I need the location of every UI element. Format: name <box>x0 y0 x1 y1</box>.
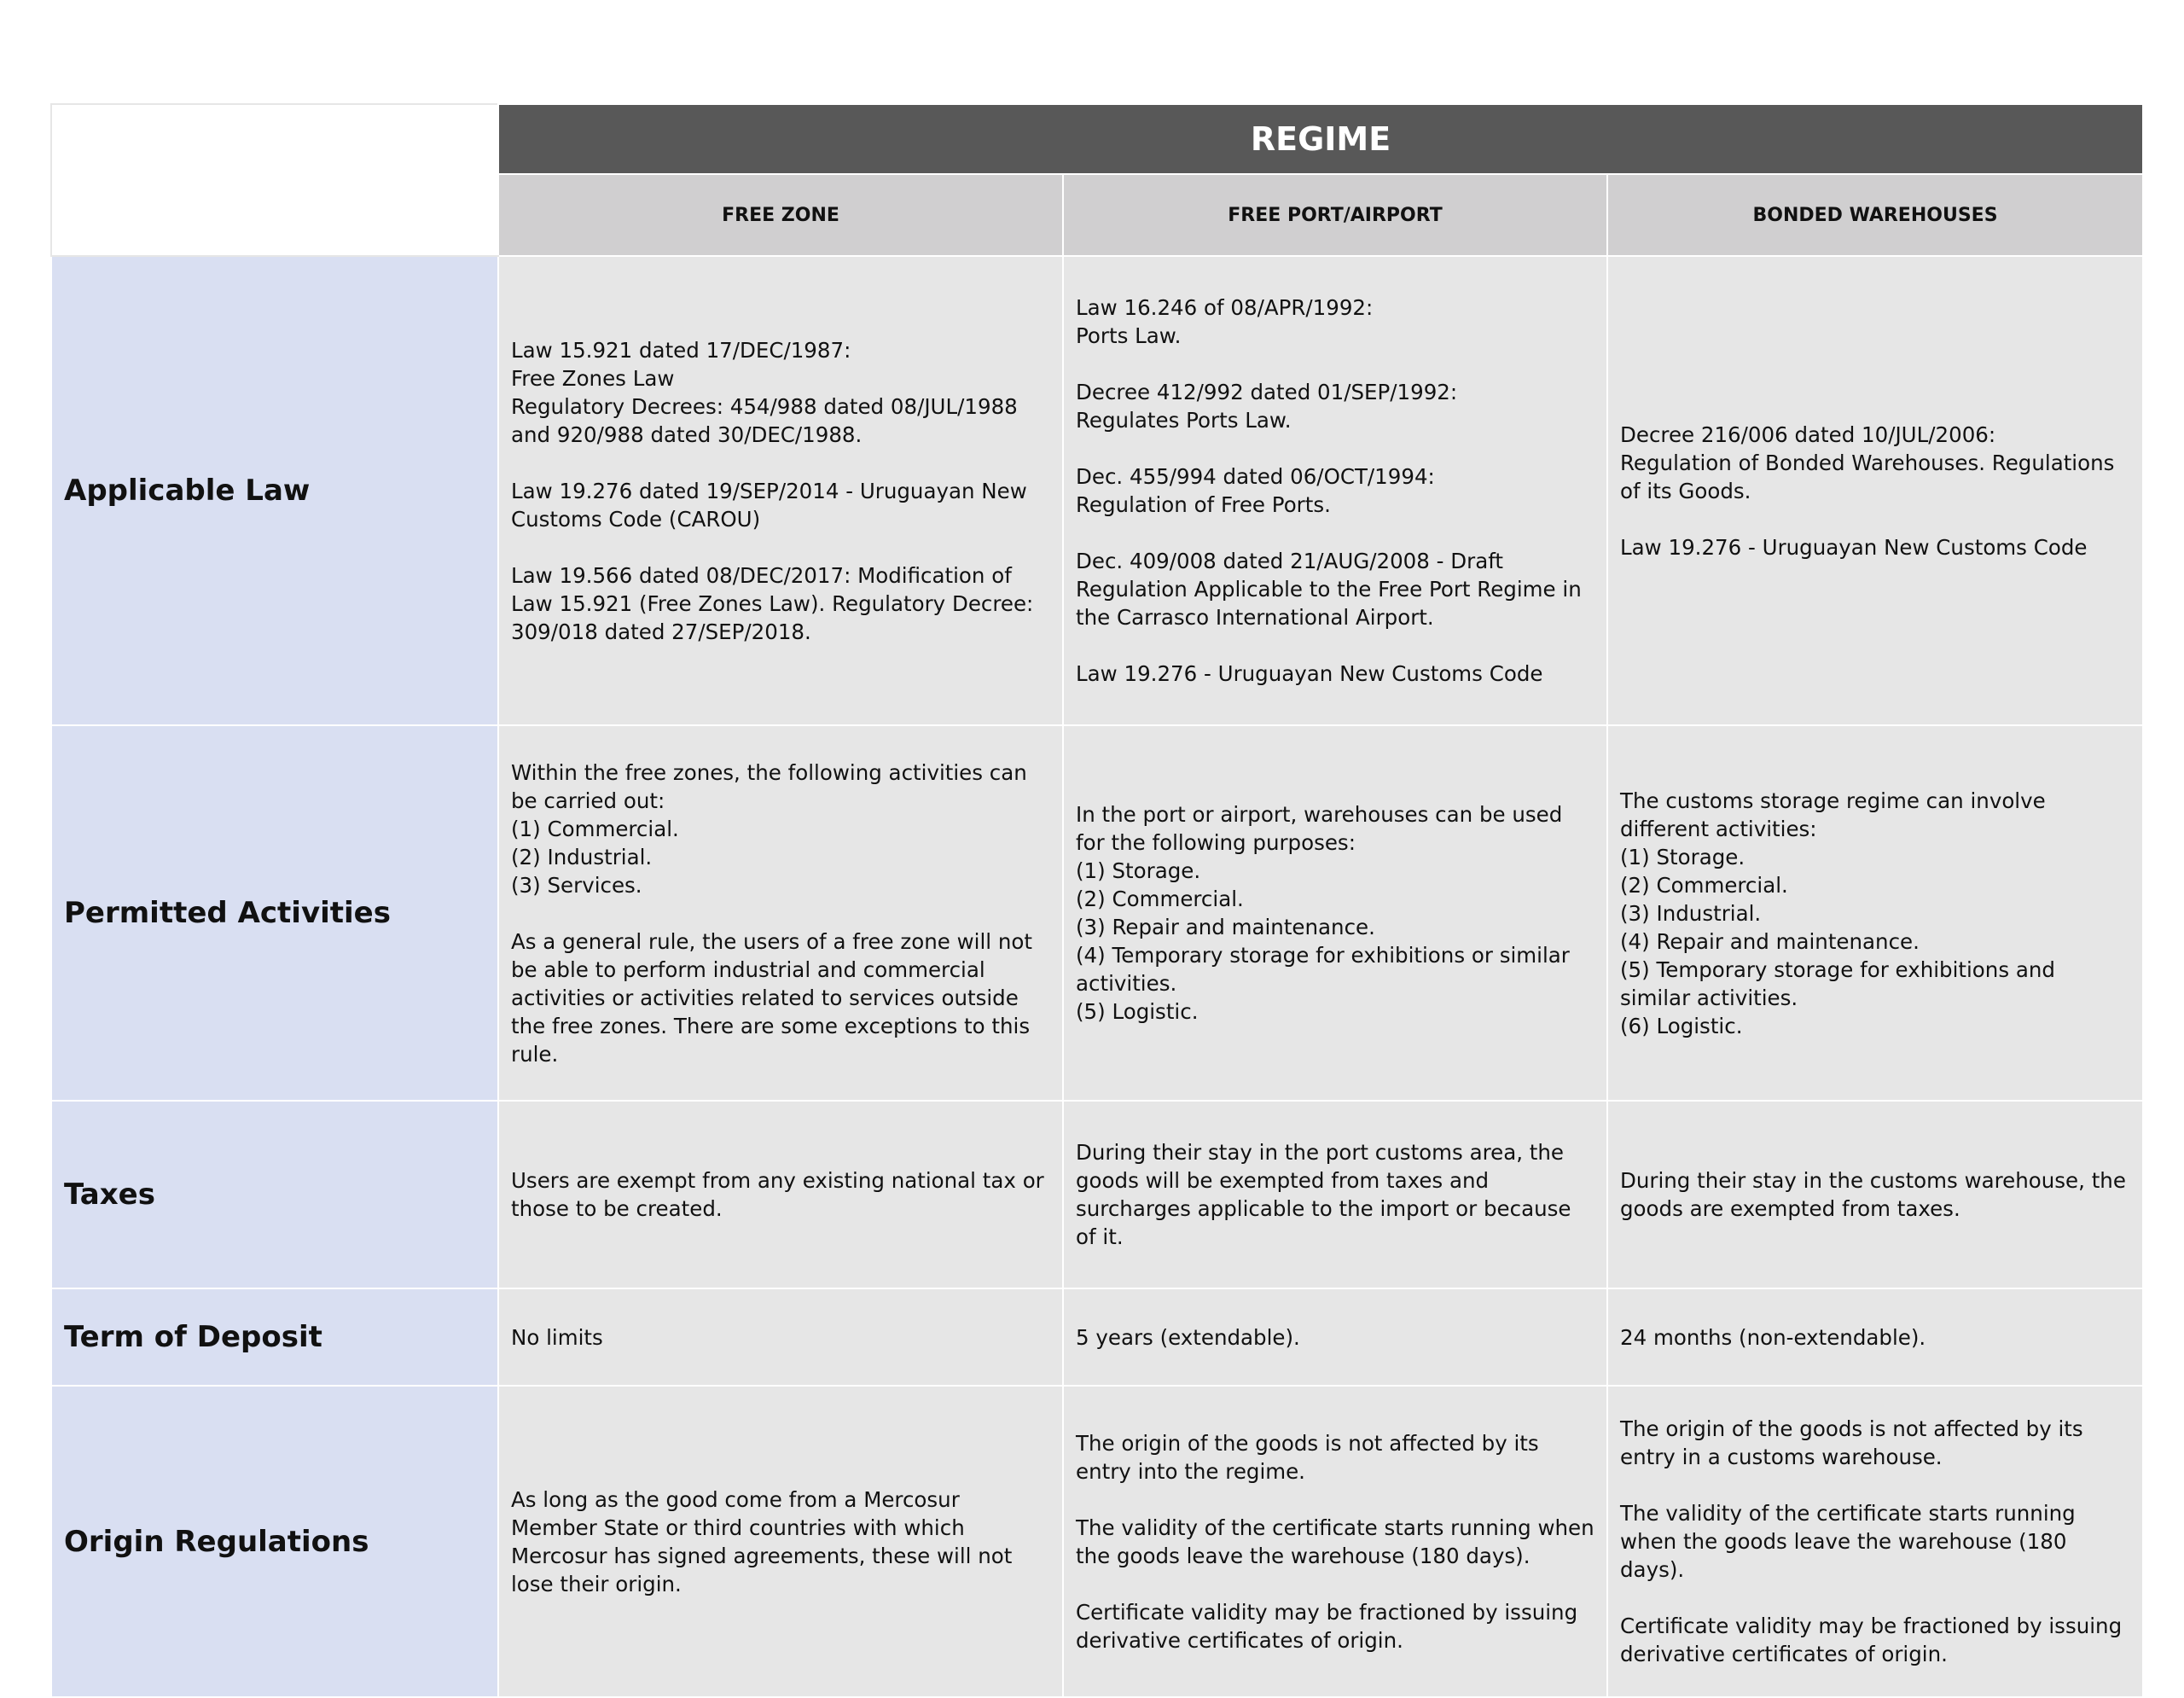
cell-permitted-activities-free-port: In the port or airport, warehouses can be used for the following purposes: (1) Storage. (2) Commercial. (3) Repair and maintenance. (4) Temporary storage for exhibitions or similar activities. (5) Logistic. <box>1063 725 1607 1101</box>
row-label-applicable-law: Applicable Law <box>51 256 498 725</box>
cell-taxes-free-zone: Users are exempt from any existing national tax or those to be created. <box>498 1101 1063 1288</box>
table-row-taxes <box>51 1101 2143 1288</box>
regime-title: REGIME <box>498 104 2143 174</box>
cell-origin-regulations-bonded-warehouses: The origin of the goods is not affected by its entry in a customs warehouse. The validity of the certificate starts running when the goods leave the warehouse (180 days). Certificate validity may be fractioned by issuing derivative certificates of origin. <box>1607 1386 2143 1697</box>
row-label-term-of-deposit: Term of Deposit <box>51 1288 498 1386</box>
table-row-permitted-activities <box>51 725 2143 1101</box>
corner-cell <box>51 104 498 256</box>
cell-term-of-deposit-free-port: 5 years (extendable). <box>1063 1288 1607 1386</box>
regime-header-row <box>51 104 2143 174</box>
cell-applicable-law-free-port: Law 16.246 of 08/APR/1992: Ports Law. Decree 412/992 dated 01/SEP/1992: Regulates Ports Law. Dec. 455/994 dated 06/OCT/1994: Regulation of Free Ports. Dec. 409/008 dated 21/AUG/2008 - Draft Regulation Applicable to the Free Port Regime in the Carrasco International Airport. Law 19.276 - Uruguayan New Customs Code <box>1063 256 1607 725</box>
row-label-permitted-activities: Permitted Activities <box>51 725 498 1101</box>
cell-applicable-law-bonded-warehouses: Decree 216/006 dated 10/JUL/2006: Regulation of Bonded Warehouses. Regulations of its Goods. Law 19.276 - Uruguayan New Customs Code <box>1607 256 2143 725</box>
cell-taxes-free-port: During their stay in the port customs area, the goods will be exempted from taxes and surcharges applicable to the import or because of it. <box>1063 1101 1607 1288</box>
cell-taxes-bonded-warehouses: During their stay in the customs warehouse, the goods are exempted from taxes. <box>1607 1101 2143 1288</box>
table-row-term-of-deposit <box>51 1288 2143 1386</box>
cell-origin-regulations-free-zone: As long as the good come from a Mercosur Member State or third countries with which Mercosur has signed agreements, these will not lose their origin. <box>498 1386 1063 1697</box>
cell-permitted-activities-free-zone: Within the free zones, the following activities can be carried out: (1) Commercial. (2) Industrial. (3) Services. As a general rule, the users of a free zone will not be able to perform industrial and commercial activities or activities related to services outside the free zones. There are some exceptions to this rule. <box>498 725 1063 1101</box>
cell-applicable-law-free-zone: Law 15.921 dated 17/DEC/1987: Free Zones Law Regulatory Decrees: 454/988 dated 08/JUL/1988 and 920/988 dated 30/DEC/1988. Law 19.276 dated 19/SEP/2014 - Uruguayan New Customs Code (CAROU) Law 19.566 dated 08/DEC/2017: Modification of Law 15.921 (Free Zones Law). Regulatory Decree: 309/018 dated 27/SEP/2018. <box>498 256 1063 725</box>
cell-permitted-activities-bonded-warehouses: The customs storage regime can involve different activities: (1) Storage. (2) Commercial. (3) Industrial. (4) Repair and maintenance. (5) Temporary storage for exhibitions and similar activities. (6) Logistic. <box>1607 725 2143 1101</box>
cell-origin-regulations-free-port: The origin of the goods is not affected by its entry into the regime. The validity of the certificate starts running when the goods leave the warehouse (180 days). Certificate validity may be fractioned by issuing derivative certificates of origin. <box>1063 1386 1607 1697</box>
column-header-free-port-airport: FREE PORT/AIRPORT <box>1063 174 1607 256</box>
column-header-bonded-warehouses: BONDED WAREHOUSES <box>1607 174 2143 256</box>
cell-term-of-deposit-free-zone: No limits <box>498 1288 1063 1386</box>
row-label-taxes: Taxes <box>51 1101 498 1288</box>
row-label-origin-regulations: Origin Regulations <box>51 1386 498 1697</box>
table-row-origin-regulations <box>51 1386 2143 1697</box>
regime-comparison-table <box>50 103 2144 1698</box>
cell-term-of-deposit-bonded-warehouses: 24 months (non-extendable). <box>1607 1288 2143 1386</box>
column-header-free-zone: FREE ZONE <box>498 174 1063 256</box>
table-row-applicable-law <box>51 256 2143 725</box>
